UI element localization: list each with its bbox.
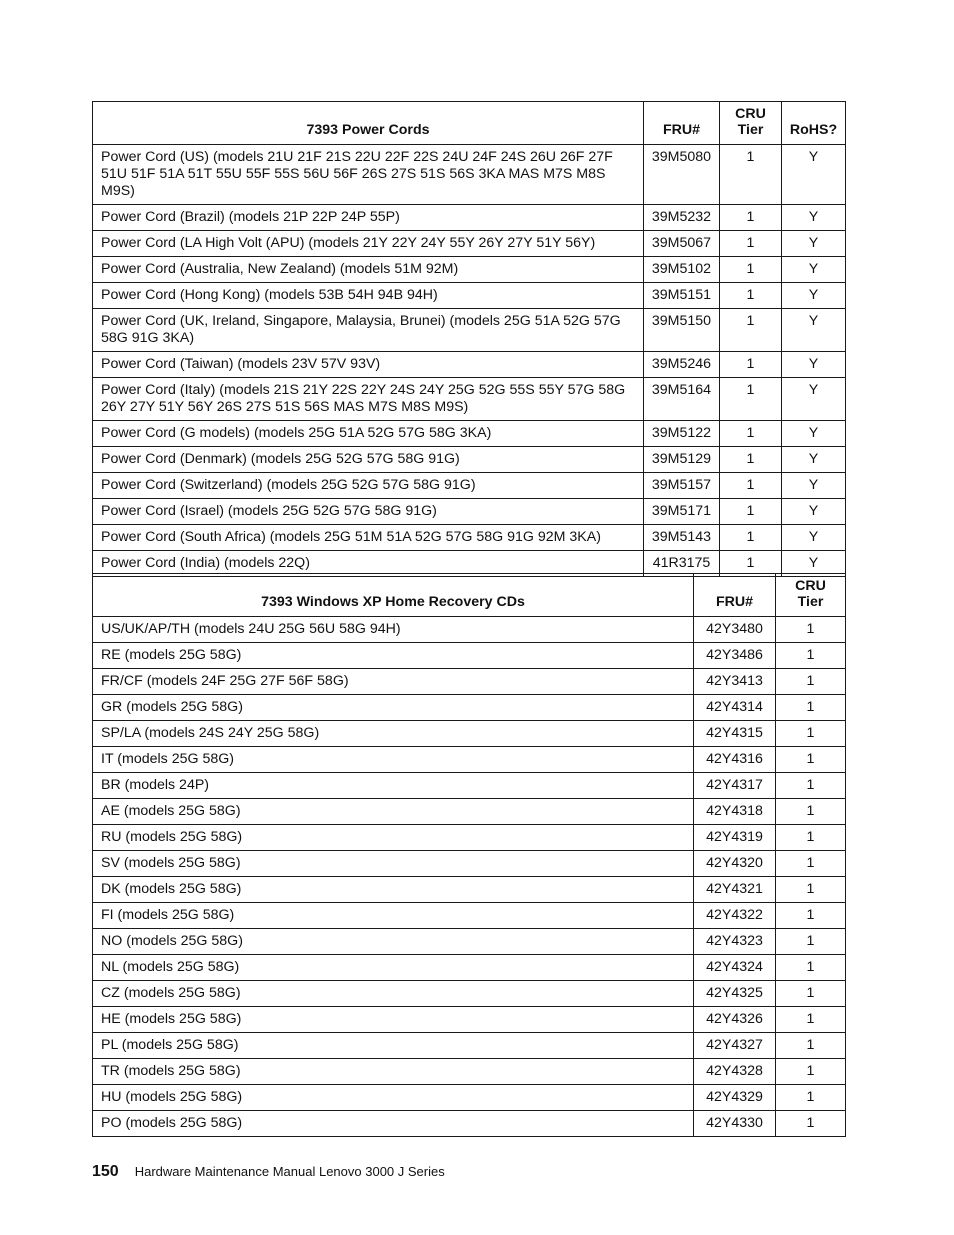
table-row — [93, 877, 846, 903]
table-row — [93, 617, 846, 643]
table-row — [93, 1007, 846, 1033]
cell-cru: 1 — [776, 1059, 846, 1085]
cell-description: Power Cord (Denmark) (models 25G 52G 57G 58G 91G) — [93, 447, 644, 473]
table-row — [93, 525, 846, 551]
cell-description: US/UK/AP/TH (models 24U 25G 56U 58G 94H) — [93, 617, 694, 643]
cell-rohs: Y — [782, 525, 846, 551]
cell-cru: 1 — [720, 205, 782, 231]
cell-description: TR (models 25G 58G) — [93, 1059, 694, 1085]
cell-cru: 1 — [720, 231, 782, 257]
cell-fru: 41R3175 — [644, 551, 720, 577]
cell-rohs: Y — [782, 447, 846, 473]
cell-cru: 1 — [720, 257, 782, 283]
cell-fru: 42Y4317 — [694, 773, 776, 799]
cell-description: RU (models 25G 58G) — [93, 825, 694, 851]
cell-description: Power Cord (South Africa) (models 25G 51M 51A 52G 57G 58G 91G 92M 3KA) — [93, 525, 644, 551]
cell-fru: 42Y4316 — [694, 747, 776, 773]
cell-description: CZ (models 25G 58G) — [93, 981, 694, 1007]
cell-rohs: Y — [782, 378, 846, 421]
cell-description: Power Cord (Italy) (models 21S 21Y 22S 22Y 24S 24Y 25G 52G 55S 55Y 57G 58G 26Y 27Y 51Y 56Y 26S 27S 51S 56S MAS M7S M8S M9S) — [93, 378, 644, 421]
cell-description: Power Cord (India) (models 22Q) — [93, 551, 644, 577]
cell-cru: 1 — [776, 1033, 846, 1059]
table-row — [93, 499, 846, 525]
cell-cru: 1 — [776, 721, 846, 747]
cell-rohs: Y — [782, 473, 846, 499]
cell-description: AE (models 25G 58G) — [93, 799, 694, 825]
cell-fru: 42Y4328 — [694, 1059, 776, 1085]
cell-description: Power Cord (Australia, New Zealand) (models 51M 92M) — [93, 257, 644, 283]
table-header-row — [93, 574, 846, 617]
cell-cru: 1 — [776, 773, 846, 799]
cell-cru: 1 — [776, 1085, 846, 1111]
cell-cru: 1 — [720, 145, 782, 205]
cell-fru: 42Y4315 — [694, 721, 776, 747]
table-row — [93, 773, 846, 799]
cell-fru: 42Y4330 — [694, 1111, 776, 1137]
table-row — [93, 378, 846, 421]
cell-description: Power Cord (Taiwan) (models 23V 57V 93V) — [93, 352, 644, 378]
cell-cru: 1 — [720, 499, 782, 525]
recovery-cds-table — [92, 573, 846, 1137]
table-row — [93, 747, 846, 773]
cell-rohs: Y — [782, 145, 846, 205]
table-header-row — [93, 102, 846, 145]
cell-cru: 1 — [776, 825, 846, 851]
table-row — [93, 669, 846, 695]
cell-description: Power Cord (US) (models 21U 21F 21S 22U 22F 22S 24U 24F 24S 26U 26F 27F 51U 51F 51A 51T 55U 55F 55S 56U 56F 26S 27S 51S 56S 3KA MAS M7S M8S M9S) — [93, 145, 644, 205]
table-row — [93, 283, 846, 309]
cell-fru: 42Y4320 — [694, 851, 776, 877]
cell-cru: 1 — [776, 851, 846, 877]
cell-cru: 1 — [720, 283, 782, 309]
cell-fru: 39M5232 — [644, 205, 720, 231]
cell-fru: 39M5171 — [644, 499, 720, 525]
cell-cru: 1 — [776, 617, 846, 643]
column-header-fru: FRU# — [644, 102, 720, 145]
page-footer — [92, 1163, 445, 1181]
cell-fru: 39M5122 — [644, 421, 720, 447]
cell-fru: 42Y3486 — [694, 643, 776, 669]
cell-description: Power Cord (Israel) (models 25G 52G 57G 58G 91G) — [93, 499, 644, 525]
cell-description: HE (models 25G 58G) — [93, 1007, 694, 1033]
table-row — [93, 799, 846, 825]
cell-fru: 42Y4329 — [694, 1085, 776, 1111]
cell-cru: 1 — [720, 352, 782, 378]
cell-fru: 39M5151 — [644, 283, 720, 309]
cell-cru: 1 — [776, 1111, 846, 1137]
cell-fru: 39M5164 — [644, 378, 720, 421]
cell-cru: 1 — [776, 955, 846, 981]
cell-cru: 1 — [776, 877, 846, 903]
cell-fru: 39M5129 — [644, 447, 720, 473]
cell-fru: 42Y4325 — [694, 981, 776, 1007]
cell-rohs: Y — [782, 257, 846, 283]
cell-fru: 42Y3480 — [694, 617, 776, 643]
cell-fru: 42Y3413 — [694, 669, 776, 695]
table-row — [93, 231, 846, 257]
cell-fru: 39M5080 — [644, 145, 720, 205]
table-row — [93, 473, 846, 499]
cell-description: NL (models 25G 58G) — [93, 955, 694, 981]
cell-description: BR (models 24P) — [93, 773, 694, 799]
column-header-rohs: RoHS? — [782, 102, 846, 145]
cell-fru: 42Y4327 — [694, 1033, 776, 1059]
cell-fru: 42Y4314 — [694, 695, 776, 721]
cell-rohs: Y — [782, 421, 846, 447]
table-row — [93, 421, 846, 447]
cell-description: Power Cord (UK, Ireland, Singapore, Malaysia, Brunei) (models 25G 51A 52G 57G 58G 91G 3KA) — [93, 309, 644, 352]
cell-rohs: Y — [782, 551, 846, 577]
table-row — [93, 205, 846, 231]
cell-description: SV (models 25G 58G) — [93, 851, 694, 877]
column-header-cru-tier: CRU Tier — [720, 102, 782, 145]
cell-fru: 42Y4318 — [694, 799, 776, 825]
table-row — [93, 145, 846, 205]
cell-cru: 1 — [776, 1007, 846, 1033]
table-row — [93, 825, 846, 851]
cell-fru: 42Y4321 — [694, 877, 776, 903]
column-header-description: 7393 Power Cords — [93, 102, 644, 145]
cell-description: HU (models 25G 58G) — [93, 1085, 694, 1111]
cell-cru: 1 — [720, 551, 782, 577]
table-row — [93, 1059, 846, 1085]
cell-description: Power Cord (G models) (models 25G 51A 52G 57G 58G 3KA) — [93, 421, 644, 447]
cell-cru: 1 — [776, 929, 846, 955]
document-title: Hardware Maintenance Manual Lenovo 3000 J Series — [134, 1164, 445, 1179]
cell-description: DK (models 25G 58G) — [93, 877, 694, 903]
table-row — [93, 981, 846, 1007]
cell-cru: 1 — [776, 747, 846, 773]
cell-description: RE (models 25G 58G) — [93, 643, 694, 669]
cell-fru: 39M5067 — [644, 231, 720, 257]
cell-description: Power Cord (Switzerland) (models 25G 52G 57G 58G 91G) — [93, 473, 644, 499]
cell-description: SP/LA (models 24S 24Y 25G 58G) — [93, 721, 694, 747]
cell-fru: 39M5143 — [644, 525, 720, 551]
cell-cru: 1 — [720, 473, 782, 499]
table-row — [93, 955, 846, 981]
cell-fru: 39M5246 — [644, 352, 720, 378]
power-cords-table — [92, 101, 846, 577]
cell-cru: 1 — [776, 903, 846, 929]
cell-cru: 1 — [776, 799, 846, 825]
cell-cru: 1 — [720, 525, 782, 551]
table-row — [93, 309, 846, 352]
page-number: 150 — [92, 1163, 119, 1180]
cell-description: NO (models 25G 58G) — [93, 929, 694, 955]
table-row — [93, 903, 846, 929]
column-header-cru-tier: CRU Tier — [776, 574, 846, 617]
table-row — [93, 929, 846, 955]
cell-description: IT (models 25G 58G) — [93, 747, 694, 773]
cell-fru: 39M5150 — [644, 309, 720, 352]
cell-cru: 1 — [720, 309, 782, 352]
cell-cru: 1 — [776, 669, 846, 695]
cell-cru: 1 — [776, 643, 846, 669]
table-row — [93, 1085, 846, 1111]
cell-description: PL (models 25G 58G) — [93, 1033, 694, 1059]
column-header-fru: FRU# — [694, 574, 776, 617]
table-row — [93, 447, 846, 473]
cell-fru: 39M5102 — [644, 257, 720, 283]
table-row — [93, 851, 846, 877]
cell-description: GR (models 25G 58G) — [93, 695, 694, 721]
cell-description: FI (models 25G 58G) — [93, 903, 694, 929]
cell-rohs: Y — [782, 352, 846, 378]
cell-description: Power Cord (Brazil) (models 21P 22P 24P 55P) — [93, 205, 644, 231]
cell-cru: 1 — [776, 981, 846, 1007]
column-header-description: 7393 Windows XP Home Recovery CDs — [93, 574, 694, 617]
cell-description: FR/CF (models 24F 25G 27F 56F 58G) — [93, 669, 694, 695]
cell-rohs: Y — [782, 499, 846, 525]
cell-cru: 1 — [720, 447, 782, 473]
table-row — [93, 352, 846, 378]
cell-fru: 42Y4326 — [694, 1007, 776, 1033]
cell-cru: 1 — [720, 378, 782, 421]
cell-fru: 42Y4324 — [694, 955, 776, 981]
cell-cru: 1 — [720, 421, 782, 447]
table-row — [93, 1111, 846, 1137]
table-row — [93, 721, 846, 747]
cell-rohs: Y — [782, 231, 846, 257]
cell-fru: 39M5157 — [644, 473, 720, 499]
cell-rohs: Y — [782, 283, 846, 309]
cell-description: Power Cord (Hong Kong) (models 53B 54H 94B 94H) — [93, 283, 644, 309]
table-row — [93, 695, 846, 721]
table-row — [93, 1033, 846, 1059]
cell-fru: 42Y4323 — [694, 929, 776, 955]
cell-description: Power Cord (LA High Volt (APU) (models 21Y 22Y 24Y 55Y 26Y 27Y 51Y 56Y) — [93, 231, 644, 257]
table-row — [93, 257, 846, 283]
cell-description: PO (models 25G 58G) — [93, 1111, 694, 1137]
cell-cru: 1 — [776, 695, 846, 721]
cell-fru: 42Y4322 — [694, 903, 776, 929]
cell-fru: 42Y4319 — [694, 825, 776, 851]
table-row — [93, 643, 846, 669]
cell-rohs: Y — [782, 309, 846, 352]
cell-rohs: Y — [782, 205, 846, 231]
